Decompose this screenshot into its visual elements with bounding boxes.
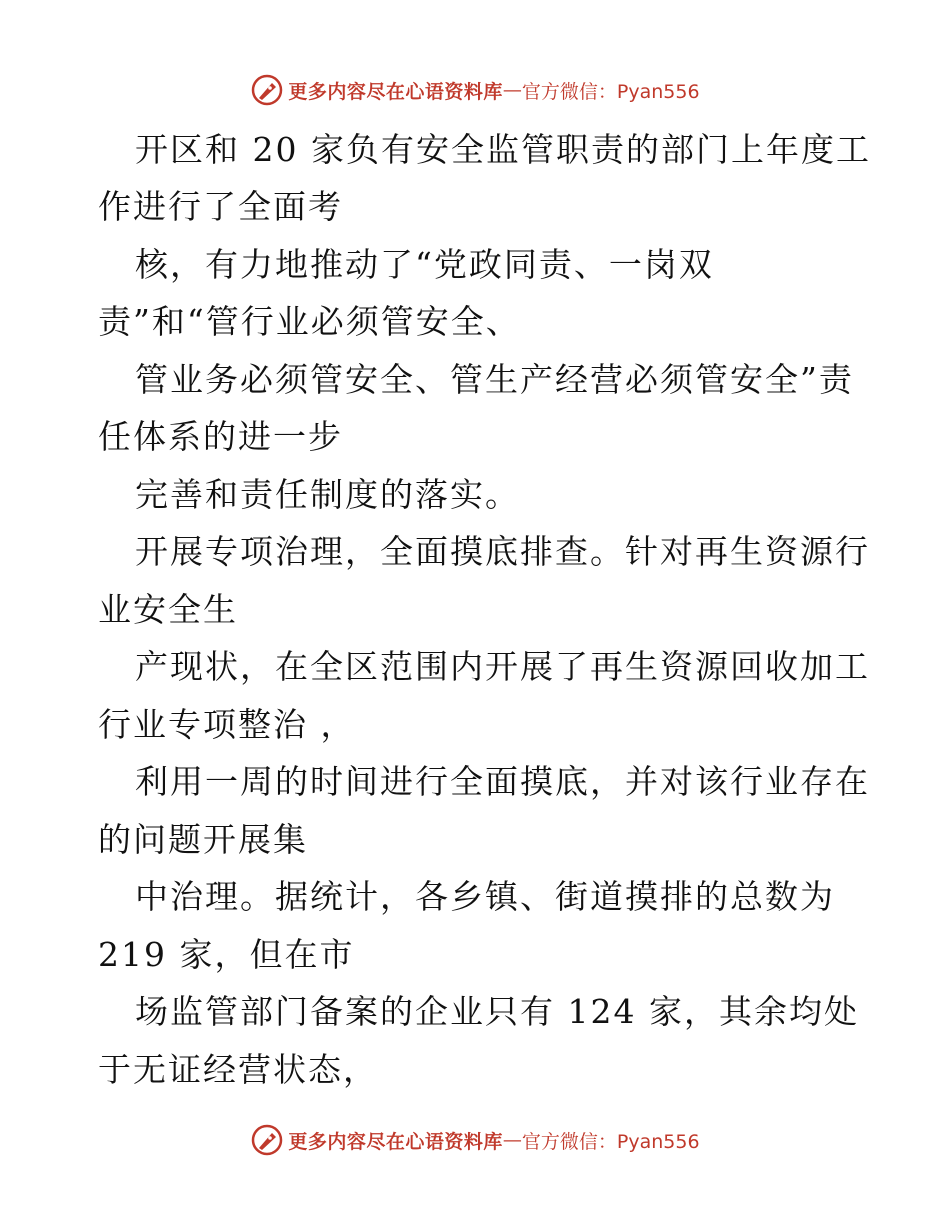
body-line: 完善和责任制度的落实。: [135, 475, 520, 514]
body-line: 责”和“管行业必须管安全、: [98, 302, 521, 341]
body-line: 场监管部门备案的企业只有 124 家，其余均处: [135, 992, 859, 1031]
watermark-separator: —: [502, 79, 522, 101]
body-line: 中治理。据统计，各乡镇、街道摸排的总数为: [135, 877, 835, 916]
body-line: 任体系的进一步: [98, 417, 343, 456]
body-line: 作进行了全面考: [98, 187, 343, 226]
footer-watermark: [0, 1120, 950, 1160]
watermark-main-text: 更多内容尽在心语资料库: [288, 1130, 503, 1153]
body-line: 于无证经营状态，: [98, 1050, 378, 1089]
body-line: 行业专项整治 ，: [98, 705, 356, 744]
body-line: 的问题开展集: [98, 820, 308, 859]
watermark-separator: —: [502, 1129, 522, 1151]
body-line: 利用一周的时间进行全面摸底，并对该行业存在: [135, 762, 870, 801]
pen-nib-logo-icon: [250, 73, 284, 107]
body-line: 219 家，但在市: [98, 935, 355, 974]
body-line: 管业务必须管安全、管生产经营必须管安全”责: [135, 360, 854, 399]
body-line: 业安全生: [98, 590, 238, 629]
body-line: 开展专项治理，全面摸底排查。针对再生资源行: [135, 532, 870, 571]
body-line: 产现状，在全区范围内开展了再生资源回收加工: [135, 647, 870, 686]
watermark-wechat-text: 官方微信：Pyan556: [521, 80, 700, 103]
watermark-wechat-text: 官方微信：Pyan556: [521, 1130, 700, 1153]
body-line: 开区和 20 家负有安全监管职责的部门上年度工: [135, 130, 871, 169]
watermark-main-text: 更多内容尽在心语资料库: [288, 80, 503, 103]
pen-nib-logo-icon: [250, 1123, 284, 1157]
header-watermark: [0, 70, 950, 110]
body-line: 核，有力地推动了“党政同责、一岗双: [135, 245, 714, 284]
